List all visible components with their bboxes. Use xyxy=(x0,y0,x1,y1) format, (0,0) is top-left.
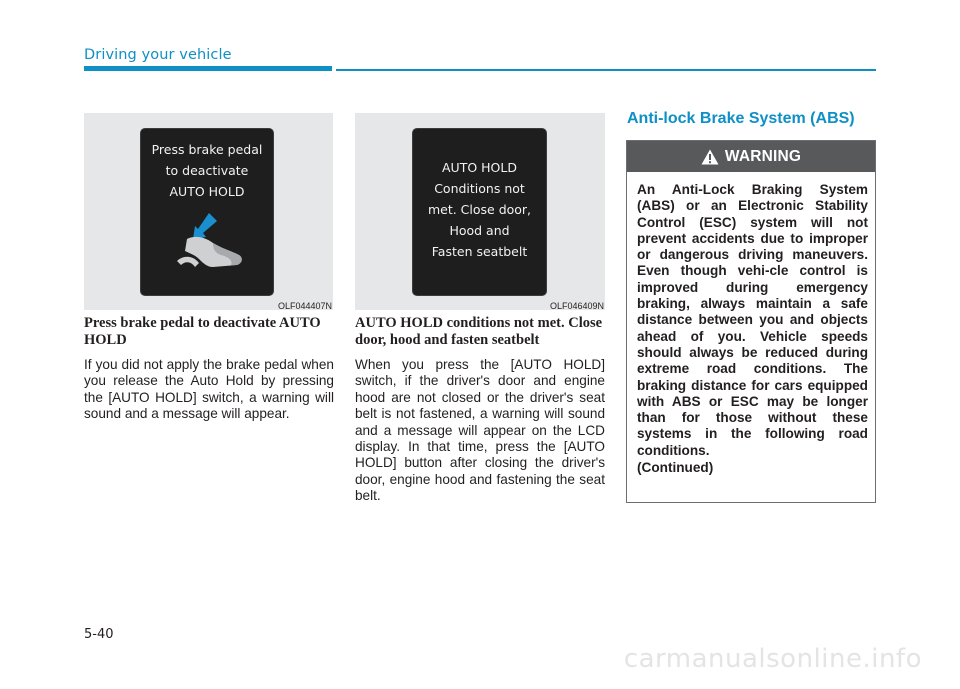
lcd-message xyxy=(141,139,273,202)
header-rule-thin xyxy=(336,69,876,71)
lcd-line: Press brake pedal xyxy=(151,142,263,157)
lcd-line: AUTO HOLD xyxy=(169,184,245,199)
continued-label: (Continued) xyxy=(637,460,714,476)
lcd-display xyxy=(412,128,547,296)
watermark: carmanualsonline.info xyxy=(623,644,922,674)
section-title: Driving your vehicle xyxy=(84,47,232,63)
lcd-line: met. Close door, xyxy=(427,202,532,217)
section-body: If you did not apply the brake pedal when you release the Auto Hold by pressing the [AUTO HOLD] switch, a warning will sound and a message will appear. xyxy=(84,357,334,422)
warning-text: An Anti-Lock Braking System (ABS) or an Electronic Stability Control (ESC) system will not prevent accidents due to improper or dangerous driving maneuvers. Even though vehi-cle control is improved during emergency braking, always maintain a safe distance between you and objects ahead of you. Vehicle speeds should always be reduced during extreme road conditions. The braking distance for cars equipped with ABS or ESC may be longer than for those without these systems in the following road conditions. xyxy=(637,182,868,458)
warning-triangle-icon xyxy=(701,149,719,165)
lcd-message xyxy=(413,157,546,262)
figure-brake-pedal-message xyxy=(84,113,333,310)
section-body: When you press the [AUTO HOLD] switch, if the driver's door and engine hood are not closed or the driver's seat belt is not fastened, a warning will sound and a message will appear on the LCD display. In that time, press the [AUTO HOLD] button after closing the driver's door, engine hood and fastening the seat belt. xyxy=(355,357,605,504)
section-brake-pedal xyxy=(84,315,334,423)
figure-code: OLF046409N xyxy=(549,301,604,311)
header-rule-thick xyxy=(84,66,332,71)
warning-label: WARNING xyxy=(724,147,802,165)
lcd-line: Hood and xyxy=(449,223,510,238)
section-conditions-not-met xyxy=(355,315,605,505)
warning-box xyxy=(626,140,876,503)
section-heading: Press brake pedal to deactivate AUTO HOLD xyxy=(84,315,321,348)
lcd-display xyxy=(140,128,274,296)
figure-code: OLF044407N xyxy=(277,301,332,311)
lcd-line: AUTO HOLD xyxy=(442,160,517,175)
lcd-line: to deactivate xyxy=(165,163,249,178)
lcd-line: Fasten seatbelt xyxy=(431,244,528,259)
warning-header xyxy=(627,141,875,172)
brake-pedal-press-icon xyxy=(173,211,247,277)
section-heading: AUTO HOLD conditions not met. Close door, hood and fasten seatbelt xyxy=(355,315,603,348)
lcd-line: Conditions not xyxy=(434,181,525,196)
abs-section-title: Anti-lock Brake System (ABS) xyxy=(627,110,855,127)
page-number: 5-40 xyxy=(84,627,114,642)
warning-body xyxy=(627,172,875,476)
figure-conditions-message xyxy=(355,113,605,310)
